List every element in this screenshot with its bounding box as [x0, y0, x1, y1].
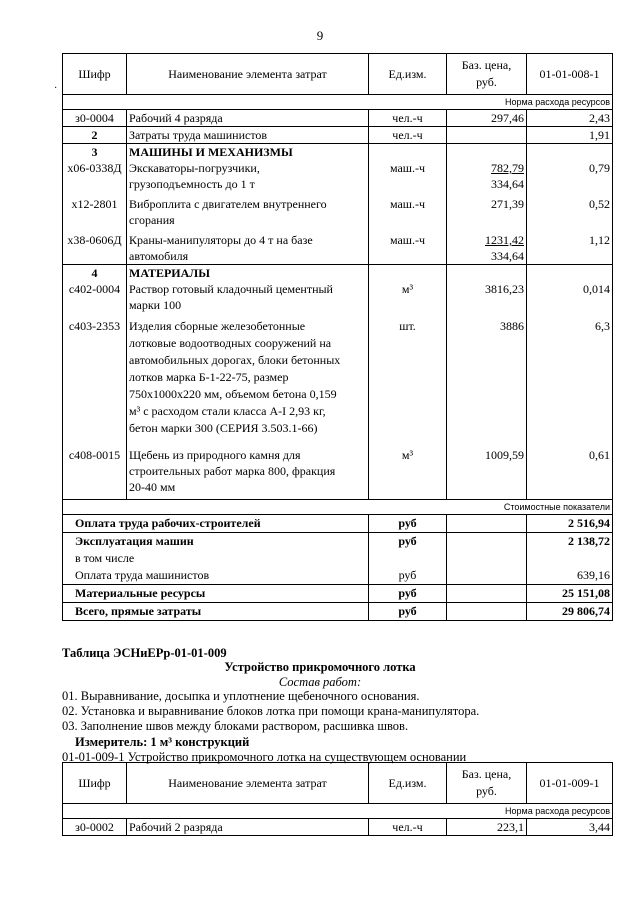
- row-unit: чел.-ч: [369, 819, 447, 836]
- row-name-line: Виброплита с двигателем внутреннего: [129, 197, 327, 211]
- row-name: [127, 313, 369, 437]
- section-row-materials: [63, 265, 613, 282]
- row-norm: 1,12: [527, 228, 613, 265]
- note-row: [63, 95, 613, 110]
- section-number: 4: [63, 265, 127, 282]
- row-code: х38-0606Д: [63, 228, 127, 265]
- section-title: МАТЕРИАЛЫ: [127, 265, 369, 282]
- row-name-line: Изделия сборные железобетонные: [129, 319, 306, 333]
- table-row: [63, 127, 613, 144]
- table-row: [63, 313, 613, 437]
- row-norm: 2,43: [527, 110, 613, 127]
- row-price-line: 782,79: [491, 161, 524, 175]
- row-name: [127, 228, 369, 265]
- cost-unit: [369, 550, 447, 567]
- row-name-line: Экскаваторы-погрузчики,: [129, 161, 260, 175]
- row-price: 223,1: [447, 819, 527, 836]
- section-row-machines: [63, 144, 613, 161]
- row-norm: 0,79: [527, 160, 613, 192]
- header-name: Наименование элемента затрат: [127, 763, 369, 804]
- note-row: [63, 804, 613, 819]
- work-step: 03. Заполнение швов между блоками раствором, расшивка швов.: [62, 719, 409, 733]
- row-name-line: Раствор готовый кладочный цементный: [129, 282, 333, 296]
- row-price: 271,39: [447, 192, 527, 228]
- row-price: [447, 160, 527, 192]
- cost-label: Оплата труда машинистов: [63, 567, 369, 585]
- table-row: [63, 437, 613, 500]
- table-row: [63, 228, 613, 265]
- row-unit: шт.: [369, 313, 447, 437]
- row-name: [127, 437, 369, 500]
- cost-value: 25 151,08: [527, 585, 613, 603]
- row-code: з0-0004: [63, 110, 127, 127]
- row-name-line: 750х1000х220 мм, объемом бетона 0,159: [129, 387, 337, 401]
- row-code: с408-0015: [63, 437, 127, 500]
- cost-row: [63, 585, 613, 603]
- cost-row: [63, 567, 613, 585]
- row-norm: 0,52: [527, 192, 613, 228]
- row-unit: чел.-ч: [369, 110, 447, 127]
- cost-unit: руб: [369, 585, 447, 603]
- cost-label: в том числе: [63, 550, 369, 567]
- note-row: [63, 500, 613, 515]
- row-name-line: автомобильных дорогах, блоки бетонных: [129, 353, 341, 367]
- row-name-line: грузоподъемность до 1 т: [129, 177, 255, 191]
- row-name: Рабочий 4 разряда: [127, 110, 369, 127]
- note-resources: Норма расхода ресурсов: [63, 804, 613, 819]
- section-subtitle: Устройство прикромочного лотка: [224, 660, 416, 674]
- row-price: 3816,23: [447, 281, 527, 313]
- cost-value: 2 138,72: [527, 533, 613, 551]
- table-row: [63, 192, 613, 228]
- section-number: 3: [63, 144, 127, 161]
- section-title: МАШИНЫ И МЕХАНИЗМЫ: [127, 144, 369, 161]
- meter-line: Измеритель: 1 м³ конструкций: [75, 735, 250, 749]
- cost-value: [527, 550, 613, 567]
- row-norm: 3,44: [527, 819, 613, 836]
- cost-label: Всего, прямые затраты: [63, 603, 369, 621]
- row-name-line: бетон марки 300 (СЕРИЯ 3.503.1-66): [129, 421, 318, 435]
- row-price-line: 334,64: [491, 249, 524, 263]
- cost-unit: руб: [369, 533, 447, 551]
- row-price: 297,46: [447, 110, 527, 127]
- table-header-row: [63, 763, 613, 804]
- row-name: Рабочий 2 разряда: [127, 819, 369, 836]
- row-name-line: строительных работ марка 800, фракция: [129, 464, 336, 478]
- row-unit: м³: [369, 437, 447, 500]
- row-name-line: Краны-манипуляторы до 4 т на базе: [129, 233, 313, 247]
- header-name: Наименование элемента затрат: [127, 54, 369, 95]
- note-costs: Стоимостные показатели: [63, 500, 613, 515]
- row-norm: 1,91: [527, 127, 613, 144]
- header-price-line1: Баз. цена,: [461, 767, 512, 781]
- table-row: [63, 110, 613, 127]
- row-name: [127, 160, 369, 192]
- row-norm: 6,3: [527, 313, 613, 437]
- row-code: з0-0002: [63, 819, 127, 836]
- header-price: [447, 763, 527, 804]
- row-code: х06-0338Д: [63, 160, 127, 192]
- header-unit: Ед.изм.: [369, 763, 447, 804]
- table-title: Таблица ЭСНиЕРр-01-01-009: [62, 646, 227, 660]
- header-price-line1: Баз. цена,: [461, 58, 512, 72]
- header-norm-code: 01-01-008-1: [527, 54, 613, 95]
- row-name: [127, 281, 369, 313]
- row-code: с402-0004: [63, 281, 127, 313]
- cost-label: Эксплуатация машин: [63, 533, 369, 551]
- variant-line: 01-01-009-1 Устройство прикромочного лотка на существующем основании: [62, 750, 467, 764]
- row-price-line: 334,64: [491, 177, 524, 191]
- cost-value: 639,16: [527, 567, 613, 585]
- row-unit: маш.-ч: [369, 228, 447, 265]
- row-name-line: лотков марка Б-1-22-75, размер: [129, 370, 289, 384]
- row-price-line: 1231,42: [485, 233, 524, 247]
- cost-unit: руб: [369, 567, 447, 585]
- row-norm: 0,61: [527, 437, 613, 500]
- table-header-row: [63, 54, 613, 95]
- row-price: [447, 127, 527, 144]
- row-name-line: сгорания: [129, 213, 175, 227]
- cost-row: [63, 533, 613, 551]
- row-price: 1009,59: [447, 437, 527, 500]
- row-price: [447, 228, 527, 265]
- row-price: 3886: [447, 313, 527, 437]
- row-name-line: автомобиля: [129, 249, 189, 263]
- cost-value: 2 516,94: [527, 515, 613, 533]
- row-code: 2: [63, 127, 127, 144]
- cost-unit: руб: [369, 515, 447, 533]
- row-name-line: лотковые водоотводных сооружений на: [129, 336, 332, 350]
- row-unit: маш.-ч: [369, 192, 447, 228]
- header-code: Шифр: [63, 54, 127, 95]
- work-step: 02. Установка и выравнивание блоков лотка при помощи крана-манипулятора.: [62, 704, 480, 718]
- row-unit: чел.-ч: [369, 127, 447, 144]
- header-code: Шифр: [63, 763, 127, 804]
- row-name-line: марки 100: [129, 298, 182, 312]
- cost-label: Оплата труда рабочих-строителей: [63, 515, 369, 533]
- cost-value: 29 806,74: [527, 603, 613, 621]
- cost-unit: руб: [369, 603, 447, 621]
- header-price-line2: руб.: [476, 784, 497, 798]
- row-code: х12-2801: [63, 192, 127, 228]
- row-name: Затраты труда машинистов: [127, 127, 369, 144]
- cost-row: [63, 603, 613, 621]
- header-price: [447, 54, 527, 95]
- row-unit: маш.-ч: [369, 160, 447, 192]
- cost-row: [63, 550, 613, 567]
- header-unit: Ед.изм.: [369, 54, 447, 95]
- cost-label: Материальные ресурсы: [63, 585, 369, 603]
- row-code: с403-2353: [63, 313, 127, 437]
- row-name-line: Щебень из природного камня для: [129, 448, 301, 462]
- page-number: 9: [316, 28, 324, 43]
- resource-table-01-01-009: [62, 762, 613, 836]
- table-row: [63, 819, 613, 836]
- composition-title: Состав работ:: [278, 675, 362, 689]
- cost-row: [63, 515, 613, 533]
- work-step: 01. Выравнивание, досыпка и уплотнение щебеночного основания.: [62, 689, 420, 703]
- header-price-line2: руб.: [476, 75, 497, 89]
- table-row: [63, 281, 613, 313]
- resource-table-01-01-008: [62, 53, 613, 621]
- row-name-line: 20-40 мм: [129, 480, 176, 494]
- header-norm-code: 01-01-009-1: [527, 763, 613, 804]
- row-name-line: м³ с расходом стали класса А-I 2,93 кг,: [129, 404, 326, 418]
- row-norm: 0,014: [527, 281, 613, 313]
- row-name: [127, 192, 369, 228]
- note-resources: Норма расхода ресурсов: [63, 95, 613, 110]
- table-row: [63, 160, 613, 192]
- margin-dot: ·: [54, 83, 58, 94]
- row-unit: м³: [369, 281, 447, 313]
